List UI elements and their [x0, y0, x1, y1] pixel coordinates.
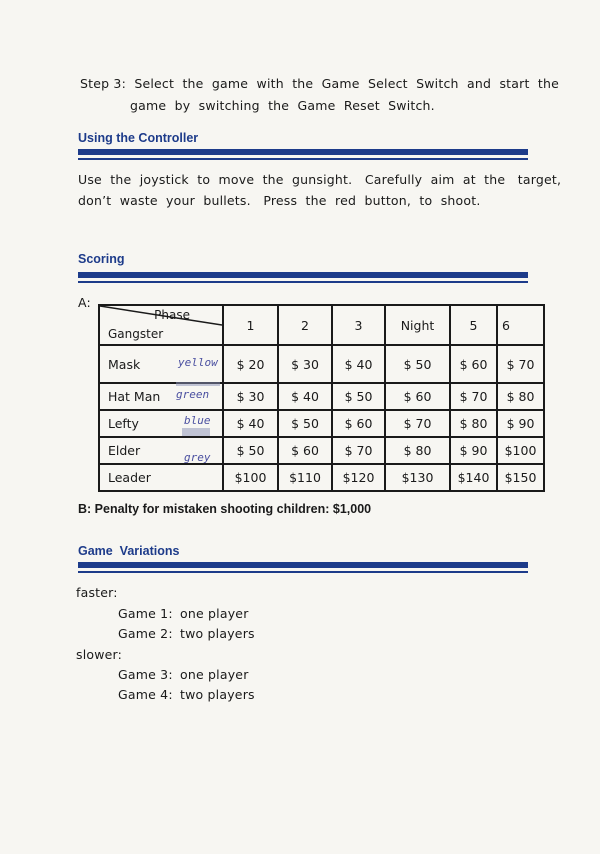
score-cell: $100 [497, 437, 544, 464]
game-label: Game 3: [118, 667, 173, 682]
game-label: Game 1: [118, 606, 173, 621]
phase-header: 1 [223, 305, 278, 345]
score-cell: $ 70 [332, 437, 385, 464]
step3-line2: game by switching the Game Reset Switch. [130, 98, 435, 113]
phase-header: Night [385, 305, 450, 345]
score-cell: $ 80 [497, 383, 544, 410]
score-cell: $ 70 [497, 345, 544, 383]
scoring-rule-thin [78, 281, 528, 283]
controller-rule-thick [78, 149, 528, 155]
score-cell: $ 50 [332, 383, 385, 410]
score-cell: $ 30 [278, 345, 332, 383]
table-row [99, 383, 544, 410]
score-cell: $ 40 [223, 410, 278, 437]
game-players: one player [180, 606, 249, 621]
score-cell: $ 90 [450, 437, 497, 464]
gangster-name [99, 451, 223, 491]
score-cell: $ 20 [223, 345, 278, 383]
variations-rule-thin [78, 571, 528, 573]
controller-rule-thin [78, 158, 528, 160]
table-header-row [99, 305, 544, 345]
score-cell: $130 [385, 464, 450, 491]
score-cell: $ 30 [223, 383, 278, 410]
table-row [99, 437, 544, 464]
table-row [99, 410, 544, 437]
score-cell: $ 60 [450, 345, 497, 383]
score-cell: $ 40 [332, 345, 385, 383]
variations-rule-thick [78, 562, 528, 568]
score-cell: $140 [450, 464, 497, 491]
step3-line1: Step 3: Select the game with the Game Select Switch and start the [80, 76, 560, 91]
gangster-name [99, 345, 223, 383]
score-cell: $ 90 [497, 410, 544, 437]
handwritten-note: green [176, 388, 210, 401]
score-cell: $150 [497, 464, 544, 491]
gangster-name-text: Mask [108, 356, 141, 372]
scoring-heading: Scoring [78, 252, 125, 266]
game-label: Game 4: [118, 687, 173, 702]
scoring-rule-thick [78, 272, 528, 278]
score-cell: $ 80 [450, 410, 497, 437]
gangster-name-text: Leader [108, 470, 151, 485]
scoring-label-a: A: [78, 295, 91, 310]
phase-header: 2 [278, 305, 332, 345]
penalty-text: B: Penalty for mistaken shooting children: $1,000 [78, 502, 372, 516]
score-cell: $100 [223, 464, 278, 491]
game-players: one player [180, 667, 249, 682]
phase-header: 3 [332, 305, 385, 345]
gangster-name [99, 383, 223, 410]
score-cell: $ 60 [332, 410, 385, 437]
score-cell: $ 60 [278, 437, 332, 464]
scoring-table [98, 304, 545, 492]
controller-line2: don’t waste your bullets. Press the red button, to shoot. [78, 193, 481, 208]
table-row [99, 345, 544, 383]
score-cell: $ 70 [385, 410, 450, 437]
game-label: Game 2: [118, 626, 173, 641]
score-cell: $ 80 [385, 437, 450, 464]
handwritten-note: yellow [178, 356, 218, 369]
corner-gangster-label: Gangster [108, 327, 164, 341]
score-cell: $ 50 [223, 437, 278, 464]
phase-header: 6 [497, 305, 544, 345]
pencil-scribble [176, 382, 220, 386]
controller-heading: Using the Controller [78, 131, 199, 145]
score-cell: $110 [278, 464, 332, 491]
game-players: two players [180, 687, 255, 702]
game-players: two players [180, 626, 255, 641]
pencil-scribble [182, 428, 210, 436]
gangster-name-text: Lefty [108, 416, 139, 431]
phase-header: 5 [450, 305, 497, 345]
slower-label: slower: [76, 647, 123, 662]
variations-heading: Game Variations [78, 544, 180, 558]
score-cell: $ 60 [385, 383, 450, 410]
gangster-name-text: Hat Man [108, 389, 161, 404]
gangster-name-text: Elder [108, 443, 141, 458]
corner-phase-label: Phase [154, 308, 190, 322]
score-cell: $ 70 [450, 383, 497, 410]
score-cell: $ 50 [278, 410, 332, 437]
score-cell: $ 40 [278, 383, 332, 410]
score-cell: $120 [332, 464, 385, 491]
table-corner-cell [99, 305, 223, 345]
handwritten-note: blue [184, 414, 211, 427]
controller-line1: Use the joystick to move the gunsight. Carefully aim at the target, [78, 172, 562, 187]
handwritten-note: grey [184, 451, 211, 464]
score-cell: $ 50 [385, 345, 450, 383]
faster-label: faster: [76, 585, 118, 600]
table-row [99, 464, 544, 491]
